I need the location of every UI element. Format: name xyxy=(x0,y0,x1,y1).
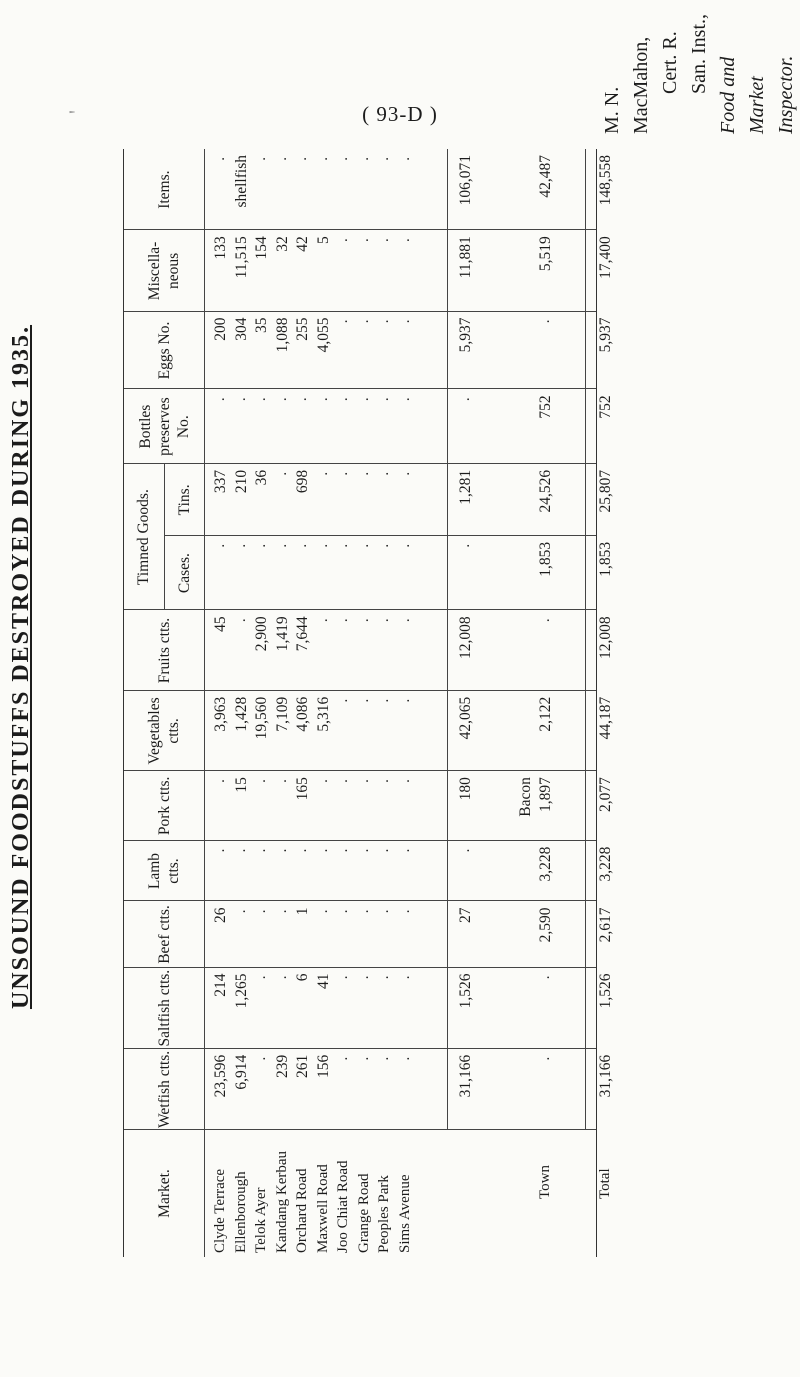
table-cell: 133 xyxy=(212,236,229,260)
leader-dot: . xyxy=(396,1054,413,1061)
leader-dot: . xyxy=(355,469,372,476)
leader-dot: . xyxy=(212,846,228,853)
market-name: Kandang Kerbau xyxy=(273,1150,290,1253)
table-cell: 15 xyxy=(232,777,250,793)
table-cell: 45 xyxy=(212,616,229,632)
column-header-bottles: Bottles preserves No. xyxy=(136,397,192,456)
table-cell: 32 xyxy=(273,236,291,252)
table-cell: 239 xyxy=(273,1054,291,1079)
summary-cell-total: 31,166 xyxy=(597,1054,614,1098)
leader-dot: . xyxy=(273,155,290,161)
column-header-vegetables: Vegetables ctts. xyxy=(146,697,182,765)
summary-cell-total: 148,558 xyxy=(597,155,614,206)
table-cell: 5 xyxy=(314,236,332,245)
leader-dot: . xyxy=(396,541,413,548)
leader-dot: . xyxy=(396,317,413,324)
leader-dot: . xyxy=(314,541,331,548)
leader-dot: . xyxy=(537,317,553,324)
leader-dot: . xyxy=(355,973,372,980)
table-cell: 6,914 xyxy=(232,1054,250,1090)
summary-cell-total: 3,228 xyxy=(597,846,614,882)
leader-dot: . xyxy=(376,846,392,853)
summary-cell-subtotal: 27 xyxy=(457,907,474,923)
print-mark: ' xyxy=(64,110,89,114)
leader-dot: . xyxy=(355,616,372,623)
leader-dot: . xyxy=(253,541,269,548)
column-subheader-tins: Tins. xyxy=(176,484,193,516)
summary-cell-town: 752 xyxy=(537,395,554,419)
table-cell: 2,900 xyxy=(253,616,270,652)
summary-cell-town: 2,122 xyxy=(537,696,554,732)
table-cell: 304 xyxy=(232,317,250,341)
summary-cell-subtotal: 1,281 xyxy=(457,469,474,505)
leader-dot: . xyxy=(457,846,473,853)
column-header-fruits: Fruits ctts. xyxy=(155,617,173,684)
leader-dot: . xyxy=(396,236,413,243)
table-cell: 214 xyxy=(212,973,229,997)
table-cell: 4,055 xyxy=(314,317,332,353)
leader-dot: . xyxy=(314,907,331,914)
summary-cell-town: 3,228 xyxy=(537,846,554,882)
table-cell: 6 xyxy=(294,973,311,982)
market-name: Peoples Park xyxy=(376,1175,392,1253)
leader-dot: . xyxy=(212,155,228,161)
leader-dot: . xyxy=(376,317,392,324)
leader-dot: . xyxy=(396,155,413,161)
market-name: Grange Road xyxy=(355,1173,372,1253)
table-cell: 1,088 xyxy=(273,317,291,353)
leader-dot: . xyxy=(335,696,351,703)
column-subheader-cases: Cases. xyxy=(176,553,193,594)
leader-dot: . xyxy=(335,469,351,476)
table-cell: 3,963 xyxy=(212,696,229,732)
leader-dot: . xyxy=(335,317,351,324)
leader-dot: . xyxy=(294,395,310,402)
leader-dot: . xyxy=(355,1054,372,1061)
bacon-note: Bacon xyxy=(517,777,534,817)
column-header-lamb: Lamb ctts. xyxy=(146,852,182,890)
table-cell: 42 xyxy=(294,236,311,252)
table-cell: 255 xyxy=(294,317,311,341)
summary-rule xyxy=(447,149,448,1130)
leader-dot: . xyxy=(253,777,269,783)
summary-cell-total: 17,400 xyxy=(597,236,614,279)
leader-dot: . xyxy=(232,395,249,402)
table-cell: 26 xyxy=(212,907,229,923)
summary-cell-total: 25,807 xyxy=(597,469,614,513)
table-cell: 200 xyxy=(212,317,229,341)
summary-cell-total: 5,937 xyxy=(597,317,614,353)
leader-dot: . xyxy=(232,907,249,914)
leader-dot: . xyxy=(376,469,392,476)
leader-dot: . xyxy=(314,846,331,853)
leader-dot: . xyxy=(232,541,249,548)
summary-label-town: Town xyxy=(537,1165,553,1199)
page-title: UNSOUND FOODSTUFFS DESTROYED DURING 1935. xyxy=(8,324,34,1010)
table-cell: 154 xyxy=(253,236,270,260)
signature-title: Food and Market Inspector. xyxy=(717,55,797,134)
leader-dot: . xyxy=(253,846,269,853)
table-cell: shellfish xyxy=(232,155,250,208)
leader-dot: . xyxy=(376,777,392,783)
group-rule xyxy=(164,464,165,610)
leader-dot: . xyxy=(253,973,269,980)
summary-cell-total: 2,617 xyxy=(597,907,614,943)
summary-cell-subtotal: 5,937 xyxy=(457,317,474,353)
summary-rule xyxy=(585,149,586,1130)
summary-cell-subtotal: 106,071 xyxy=(457,155,474,206)
table-cell: 165 xyxy=(294,777,311,801)
summary-label-total: Total xyxy=(597,1168,613,1199)
leader-dot: . xyxy=(273,907,290,914)
leader-dot: . xyxy=(294,846,310,853)
summary-cell-total: 12,008 xyxy=(597,616,614,659)
leader-dot: . xyxy=(335,616,351,623)
column-header-saltfish: Saltfish ctts. xyxy=(155,969,173,1047)
leader-dot: . xyxy=(335,907,351,914)
market-name: Joo Chiat Road xyxy=(335,1160,351,1253)
leader-dot: . xyxy=(396,846,413,853)
leader-dot: . xyxy=(355,907,372,914)
leader-dot: . xyxy=(232,846,249,853)
leader-dot: . xyxy=(294,541,310,548)
leader-dot: . xyxy=(355,696,372,703)
table-cell: 156 xyxy=(314,1054,332,1079)
summary-cell-total: 752 xyxy=(597,395,614,419)
leader-dot: . xyxy=(314,155,331,161)
summary-cell-subtotal: 1,526 xyxy=(457,973,474,1009)
leader-dot: . xyxy=(376,616,392,623)
table-cell: 337 xyxy=(212,469,229,494)
table-cell: 41 xyxy=(314,973,332,990)
leader-dot: . xyxy=(335,973,351,980)
leader-dot: . xyxy=(537,973,553,980)
leader-dot: . xyxy=(376,696,392,703)
table-cell: 261 xyxy=(294,1054,311,1079)
leader-dot: . xyxy=(273,846,290,853)
table-cell: 5,316 xyxy=(314,696,332,732)
summary-cell-subtotal: 12,008 xyxy=(457,616,474,659)
leader-dot: . xyxy=(376,973,392,980)
leader-dot: . xyxy=(314,777,331,783)
leader-dot: . xyxy=(396,616,413,623)
leader-dot: . xyxy=(273,777,290,783)
table-cell: 7,109 xyxy=(273,696,291,732)
market-name: Orchard Road xyxy=(294,1168,310,1253)
market-name: Sims Avenue xyxy=(396,1174,413,1253)
column-header-pork: Pork ctts. xyxy=(155,776,173,836)
summary-cell-town: 42,487 xyxy=(537,155,554,198)
column-header-eggs: Eggs No. xyxy=(155,321,173,380)
column-header-market: Market. xyxy=(155,1169,173,1218)
table-cell: 1,265 xyxy=(232,973,250,1009)
summary-cell-town: 24,526 xyxy=(537,469,554,513)
table-cell: 36 xyxy=(253,469,270,486)
leader-dot: . xyxy=(376,907,392,914)
signature-name: M. N. MacMahon, xyxy=(601,36,652,134)
leader-dot: . xyxy=(355,777,372,783)
leader-dot: . xyxy=(376,395,392,402)
summary-cell-subtotal: 31,166 xyxy=(457,1054,474,1098)
table-cell: 1,419 xyxy=(273,616,291,652)
market-name: Ellenborough xyxy=(232,1171,249,1253)
leader-dot: . xyxy=(396,469,413,476)
leader-dot: . xyxy=(376,1054,392,1061)
foodstuffs-table xyxy=(123,149,614,1257)
summary-cell-town: 1,853 xyxy=(537,541,554,577)
leader-dot: . xyxy=(273,541,290,548)
leader-dot: . xyxy=(396,777,413,783)
leader-dot: . xyxy=(314,616,331,623)
leader-dot: . xyxy=(355,541,372,548)
leader-dot: . xyxy=(273,469,290,476)
market-name: Telok Ayer xyxy=(253,1187,269,1253)
leader-dot: . xyxy=(335,541,351,548)
leader-dot: . xyxy=(537,1054,553,1061)
column-header-wetfish: Wetfish ctts. xyxy=(155,1050,173,1128)
column-header-items: Items. xyxy=(155,170,173,209)
column-header-tinned-goods: Timned Goods. xyxy=(135,489,152,586)
table-cell: 23,596 xyxy=(212,1054,229,1098)
summary-cell-total: 1,526 xyxy=(597,973,614,1009)
leader-dot: . xyxy=(457,395,473,402)
signature-block xyxy=(598,0,800,134)
leader-dot: . xyxy=(273,395,290,402)
leader-dot: . xyxy=(355,236,372,243)
leader-dot: . xyxy=(376,541,392,548)
table-cell: 210 xyxy=(232,469,250,494)
table-cell: 11,515 xyxy=(232,236,250,279)
leader-dot: . xyxy=(537,616,553,623)
leader-dot: . xyxy=(396,395,413,402)
leader-dot: . xyxy=(212,541,228,548)
leader-dot: . xyxy=(335,777,351,783)
table-cell: 19,560 xyxy=(253,696,270,740)
market-name: Maxwell Road xyxy=(314,1164,331,1253)
leader-dot: . xyxy=(314,395,331,402)
leader-dot: . xyxy=(355,317,372,324)
leader-dot: . xyxy=(335,236,351,243)
leader-dot: . xyxy=(457,541,473,548)
table-cell: 698 xyxy=(294,469,311,494)
leader-dot: . xyxy=(396,973,413,980)
summary-cell-subtotal: 180 xyxy=(457,777,474,801)
header-rule xyxy=(204,149,205,1257)
leader-dot: . xyxy=(253,1054,269,1061)
leader-dot: . xyxy=(355,846,372,853)
page-number: ( 93-D ) xyxy=(362,102,438,126)
leader-dot: . xyxy=(396,907,413,914)
summary-cell-town: 2,590 xyxy=(537,907,554,943)
summary-cell-town: 1,897 xyxy=(537,777,554,813)
market-name: Clyde Terrace xyxy=(212,1168,228,1253)
leader-dot: . xyxy=(355,155,372,161)
signature-qualification: Cert. R. San. Inst., xyxy=(659,14,710,94)
leader-dot: . xyxy=(253,907,269,914)
leader-dot: . xyxy=(335,846,351,853)
leader-dot: . xyxy=(355,395,372,402)
leader-dot: . xyxy=(335,155,351,161)
leader-dot: . xyxy=(396,696,413,703)
leader-dot: . xyxy=(376,236,392,243)
table-cell: 7,644 xyxy=(294,616,311,652)
table-cell: 4,086 xyxy=(294,696,311,732)
summary-cell-subtotal: 42,065 xyxy=(457,696,474,740)
leader-dot: . xyxy=(335,1054,351,1061)
table-cell: 35 xyxy=(253,317,270,334)
leader-dot: . xyxy=(212,777,228,783)
leader-dot: . xyxy=(376,155,392,161)
summary-cell-subtotal: 11,881 xyxy=(457,236,474,279)
summary-cell-total: 2,077 xyxy=(597,777,614,813)
table-cell: 1 xyxy=(294,907,311,916)
leader-dot: . xyxy=(212,395,228,402)
summary-cell-total: 1,853 xyxy=(597,541,614,577)
summary-cell-total: 44,187 xyxy=(597,696,614,740)
leader-dot: . xyxy=(294,155,310,161)
table-cell: 1,428 xyxy=(232,696,250,732)
leader-dot: . xyxy=(273,973,290,980)
leader-dot: . xyxy=(314,469,331,476)
leader-dot: . xyxy=(335,395,351,402)
leader-dot: . xyxy=(253,395,269,402)
leader-dot: . xyxy=(253,155,269,161)
summary-cell-town: 5,519 xyxy=(537,236,554,272)
leader-dot: . xyxy=(232,616,249,623)
column-header-beef: Beef ctts. xyxy=(155,905,173,964)
column-header-misc: Miscella- neous xyxy=(146,241,182,301)
